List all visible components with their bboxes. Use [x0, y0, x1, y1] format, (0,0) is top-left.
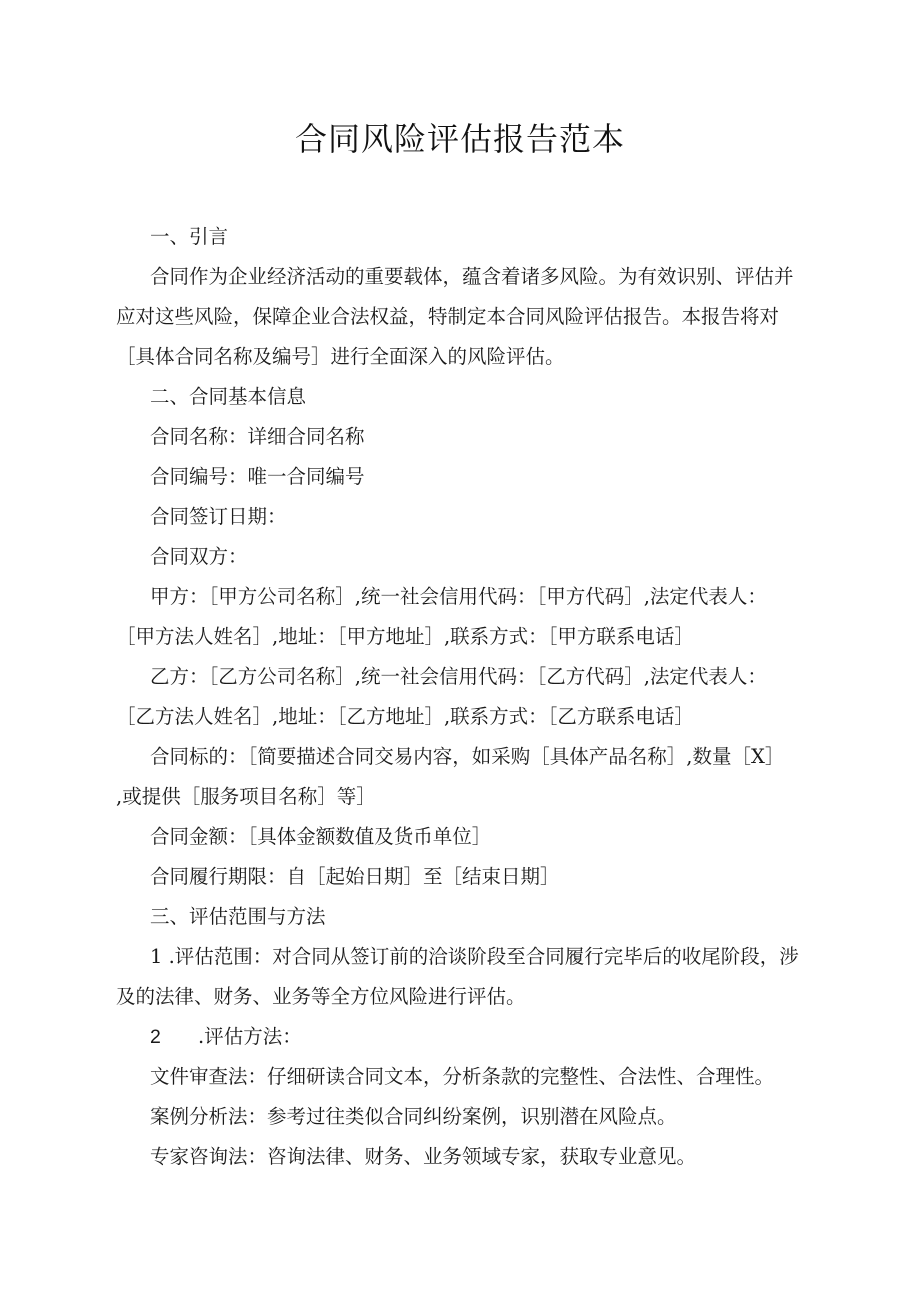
method-heading-label: .评估方法： [198, 1025, 302, 1048]
contract-date-line: 合同签订日期： [150, 505, 287, 528]
contract-term-line: 合同履行期限：自［起始日期］至［结束日期］ [150, 865, 560, 888]
party-b-line: 乙方：［乙方公司名称］,统一社会信用代码：［乙方代码］,法定代表人： [150, 665, 767, 688]
scope-line: 及的法律、财务、业务等全方位风险进行评估。 [116, 985, 526, 1008]
document-title: 合同风险评估报告范本 [294, 120, 625, 158]
party-a-line: 甲方：［甲方公司名称］,统一社会信用代码：［甲方代码］,法定代表人： [150, 585, 767, 608]
contract-name-line: 合同名称：详细合同名称 [150, 425, 365, 448]
scope-line: 1 .评估范围：对合同从签订前的洽谈阶段至合同履行完毕后的收尾阶段，涉 [150, 945, 799, 968]
section-heading-basic-info: 二、合同基本信息 [150, 385, 307, 408]
contract-parties-line: 合同双方： [150, 545, 248, 568]
paragraph-line: 应对这些风险，保障企业合法权益，特制定本合同风险评估报告。本报告将对 [116, 305, 780, 328]
contract-number-line: 合同编号：唯一合同编号 [150, 465, 365, 488]
method-expert-consultation-line: 专家咨询法：咨询法律、财务、业务领域专家，获取专业意见。 [150, 1145, 697, 1168]
contract-subject-line: 合同标的：［简要描述合同交易内容，如采购［具体产品名称］,数量［X］ [150, 745, 785, 768]
list-number: 2 [150, 1026, 161, 1048]
method-document-review-line: 文件审查法：仔细研读合同文本，分析条款的完整性、合法性、合理性。 [150, 1065, 775, 1088]
method-case-analysis-line: 案例分析法：参考过往类似合同纠纷案例，识别潜在风险点。 [150, 1105, 677, 1128]
section-heading-scope-method: 三、评估范围与方法 [150, 905, 326, 928]
paragraph-line: 合同作为企业经济活动的重要载体，蕴含着诸多风险。为有效识别、评估并 [150, 265, 794, 288]
party-a-line: ［甲方法人姓名］,地址：［甲方地址］,联系方式：［甲方联系电话］ [116, 625, 694, 648]
paragraph-line: ［具体合同名称及编号］进行全面深入的风险评估。 [116, 345, 565, 368]
contract-amount-line: 合同金额：［具体金额数值及货币单位］ [150, 825, 492, 848]
party-b-line: ［乙方法人姓名］,地址：［乙方地址］,联系方式：［乙方联系电话］ [116, 705, 694, 728]
method-heading-line [150, 1022, 302, 1052]
section-heading-introduction: 一、引言 [150, 225, 229, 248]
contract-subject-line: ,或提供［服务项目名称］等］ [116, 785, 376, 808]
